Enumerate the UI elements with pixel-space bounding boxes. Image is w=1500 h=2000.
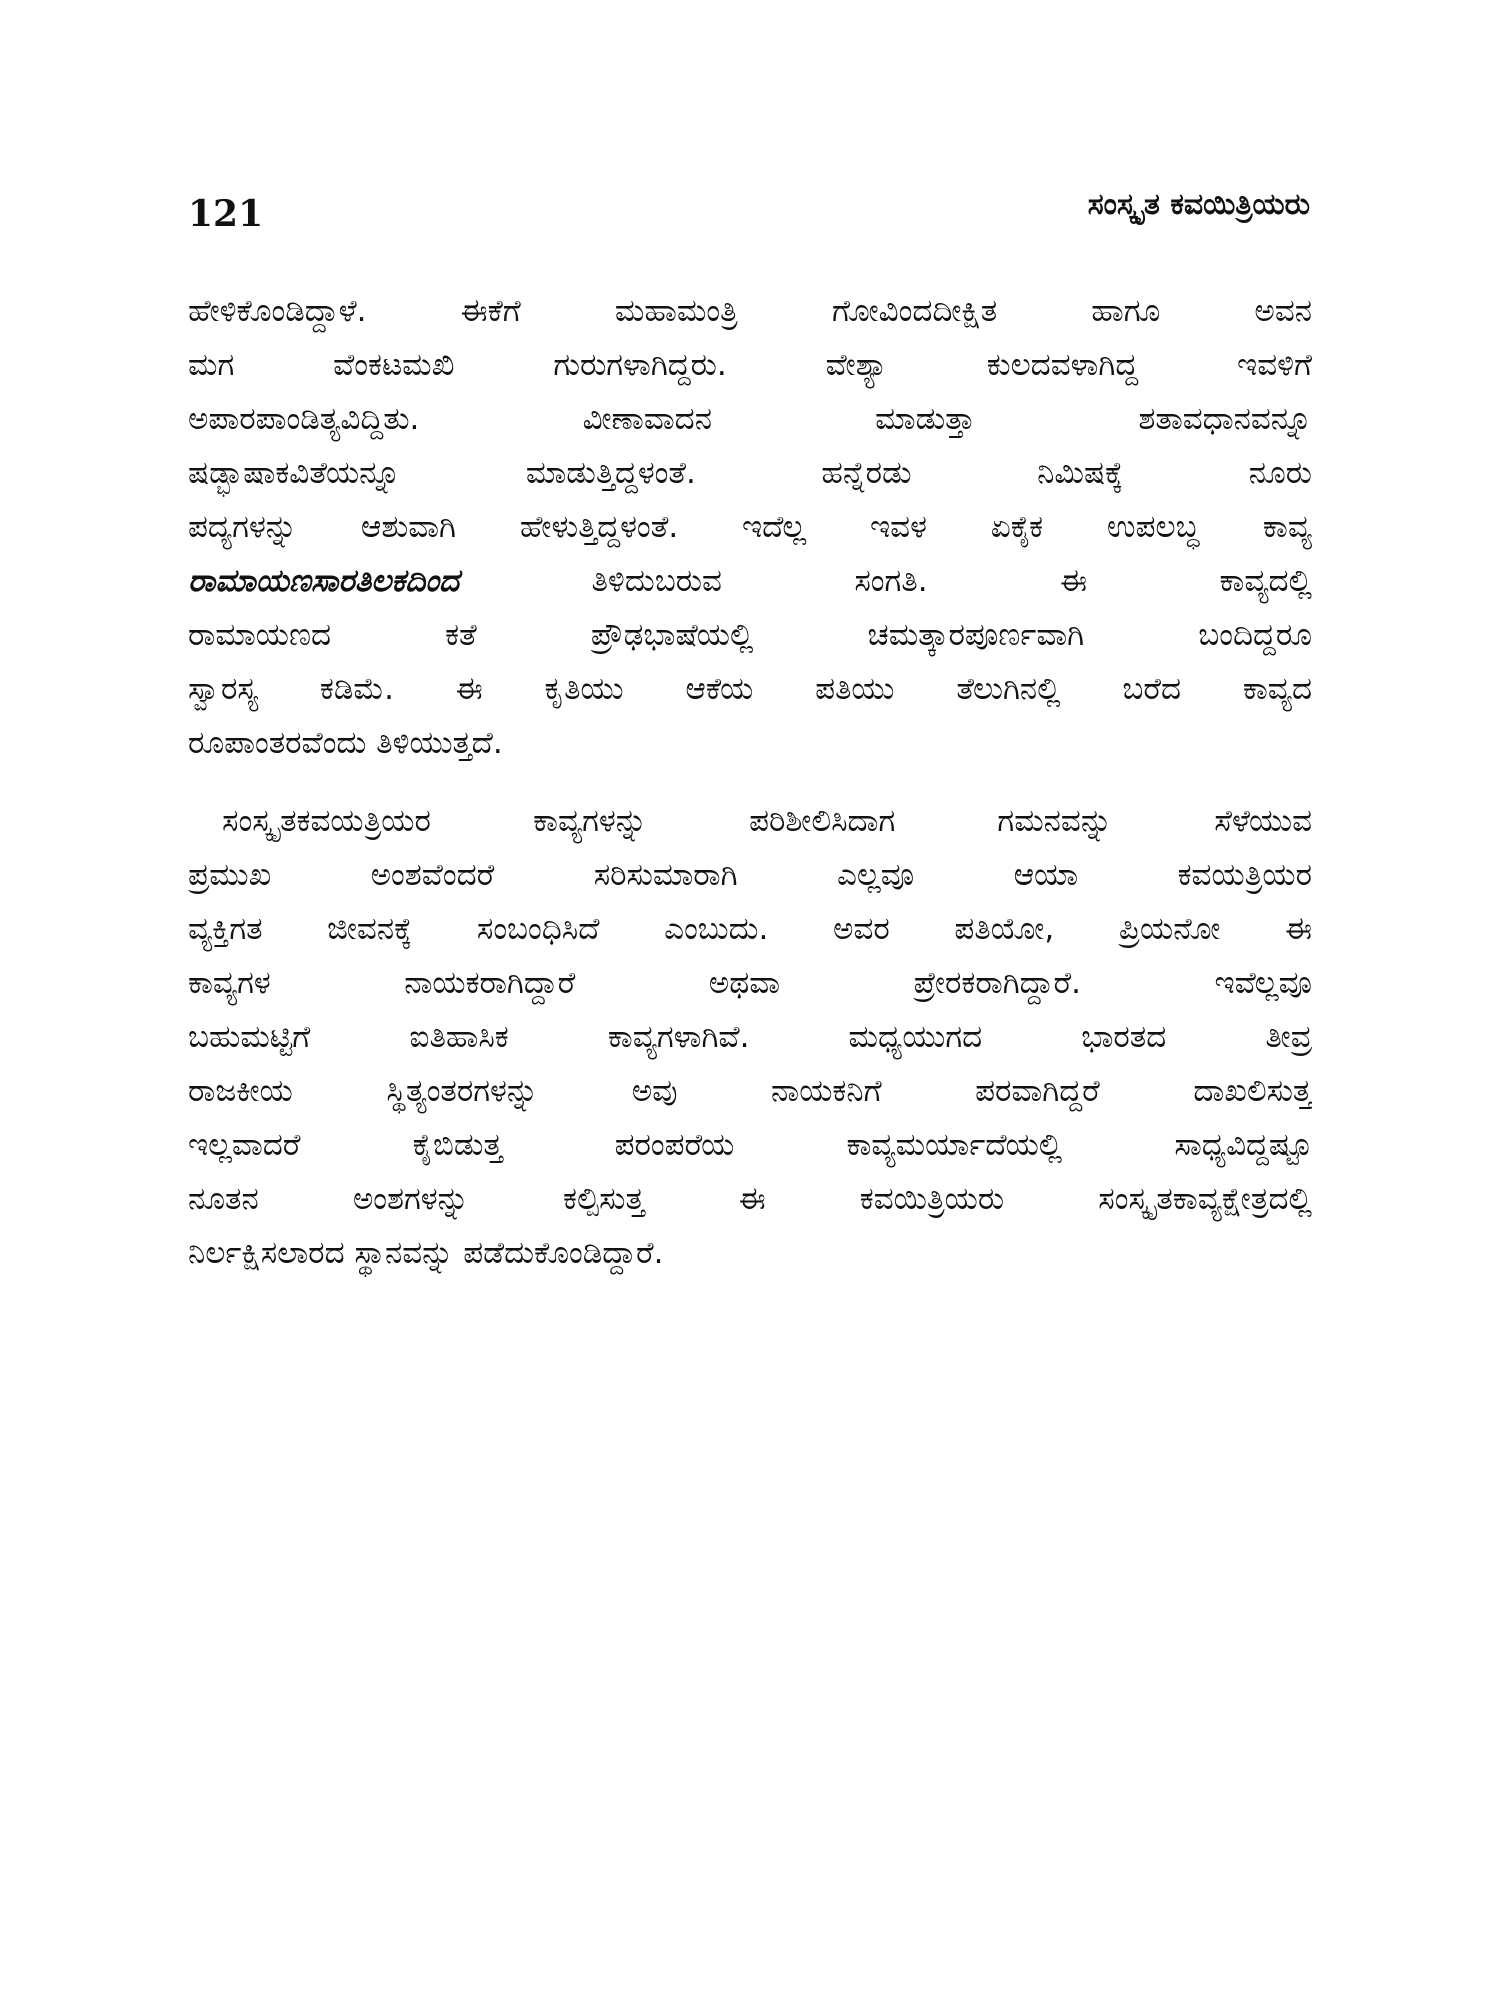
body-text <box>188 284 1312 1280</box>
text-line: ರಾಜಕೀಯ ಸ್ಥಿತ್ಯಂತರಗಳನ್ನು ಅವು ನಾಯಕನಿಗೆ ಪರವಾಗಿದ್ದರೆ ದಾಖಲಿಸುತ್ತ <box>188 1073 1312 1109</box>
text-line: ಮಗ ವೆಂಕಟಮಖಿ ಗುರುಗಳಾಗಿದ್ದರು. ವೇಶ್ಯಾ ಕುಲದವಳಾಗಿದ್ದ ಇವಳಿಗೆ <box>188 347 1312 383</box>
text-line: ವ್ಯಕ್ತಿಗತ ಜೀವನಕ್ಕೆ ಸಂಬಂಧಿಸಿದೆ ಎಂಬುದು. ಅವರ ಪತಿಯೋ, ಪ್ರಿಯನೋ ಈ <box>188 911 1312 947</box>
text-line: ಪ್ರಮುಖ ಅಂಶವೆಂದರೆ ಸರಿಸುಮಾರಾಗಿ ಎಲ್ಲವೂ ಆಯಾ ಕವಯತ್ರಿಯರ <box>188 857 1312 893</box>
text-line: ಇಲ್ಲವಾದರೆ ಕೈಬಿಡುತ್ತ ಪರಂಪರೆಯ ಕಾವ್ಯಮರ್ಯಾದೆಯಲ್ಲಿ ಸಾಧ್ಯವಿದ್ದಷ್ಟೂ <box>188 1127 1312 1163</box>
running-header: ಸಂಸ್ಕೃತ ಕವಯಿತ್ರಿಯರು <box>1087 187 1310 222</box>
text-line: ಪದ್ಯಗಳನ್ನು ಆಶುವಾಗಿ ಹೇಳುತ್ತಿದ್ದಳಂತೆ. ಇದೆಲ್ಲ ಇವಳ ಏಕೈಕ ಉಪಲಬ್ಧ ಕಾವ್ಯ <box>188 509 1312 545</box>
text-line: ಸಂಸ್ಕೃತಕವಯತ್ರಿಯರ ಕಾವ್ಯಗಳನ್ನು ಪರಿಶೀಲಿಸಿದಾಗ ಗಮನವನ್ನು ಸೆಳೆಯುವ <box>222 803 1312 839</box>
text-line: ರೂಪಾಂತರವೆಂದು ತಿಳಿಯುತ್ತದೆ. <box>188 725 503 761</box>
text-line: ಬಹುಮಟ್ಟಿಗೆ ಐತಿಹಾಸಿಕ ಕಾವ್ಯಗಳಾಗಿವೆ. ಮಧ್ಯಯುಗದ ಭಾರತದ ತೀವ್ರ <box>188 1019 1312 1055</box>
text-line: ಸ್ವಾರಸ್ಯ ಕಡಿಮೆ. ಈ ಕೃತಿಯು ಆಕೆಯ ಪತಿಯು ತೆಲುಗಿನಲ್ಲಿ ಬರೆದ ಕಾವ್ಯದ <box>188 671 1312 707</box>
text-line: ಷಡ್ಭಾಷಾಕವಿತೆಯನ್ನೂ ಮಾಡುತ್ತಿದ್ದಳಂತೆ. ಹನ್ನೆರಡು ನಿಮಿಷಕ್ಕೆ ನೂರು <box>188 455 1312 491</box>
text-line-rest: ತಿಳಿದುಬರುವ ಸಂಗತಿ. ಈ ಕಾವ್ಯದಲ್ಲಿ <box>459 563 1312 599</box>
text-line: ನಿರ್ಲಕ್ಷಿಸಲಾರದ ಸ್ಥಾನವನ್ನು ಪಡೆದುಕೊಂಡಿದ್ದಾರೆ. <box>188 1235 664 1271</box>
paragraph-1 <box>188 284 1312 770</box>
paragraph-2 <box>188 794 1312 1280</box>
text-line: ಕಾವ್ಯಗಳ ನಾಯಕರಾಗಿದ್ದಾರೆ ಅಥವಾ ಪ್ರೇರಕರಾಗಿದ್ದಾರೆ. ಇವೆಲ್ಲವೂ <box>188 965 1312 1001</box>
text-line: ನೂತನ ಅಂಶಗಳನ್ನು ಕಲ್ಪಿಸುತ್ತ ಈ ಕವಯಿತ್ರಿಯರು ಸಂಸ್ಕೃತಕಾವ್ಯಕ್ಷೇತ್ರದಲ್ಲಿ <box>188 1181 1312 1217</box>
text-line: ಹೇಳಿಕೊಂಡಿದ್ದಾಳೆ. ಈಕೆಗೆ ಮಹಾಮಂತ್ರಿ ಗೋವಿಂದದೀಕ್ಷಿತ ಹಾಗೂ ಅವನ <box>188 293 1312 329</box>
text-line: ಅಪಾರಪಾಂಡಿತ್ಯವಿದ್ದಿತು. ವೀಣಾವಾದನ ಮಾಡುತ್ತಾ ಶತಾವಧಾನವನ್ನೂ <box>188 401 1312 437</box>
page-number: 121 <box>188 193 264 235</box>
work-title: ರಾಮಾಯಣಸಾರತಿಲಕದಿಂದ <box>188 563 460 599</box>
text-line-with-title <box>188 554 1312 608</box>
text-line: ರಾಮಾಯಣದ ಕತೆ ಪ್ರೌಢಭಾಷೆಯಲ್ಲಿ ಚಮತ್ಕಾರಪೂರ್ಣವಾಗಿ ಬಂದಿದ್ದರೂ <box>188 617 1312 653</box>
